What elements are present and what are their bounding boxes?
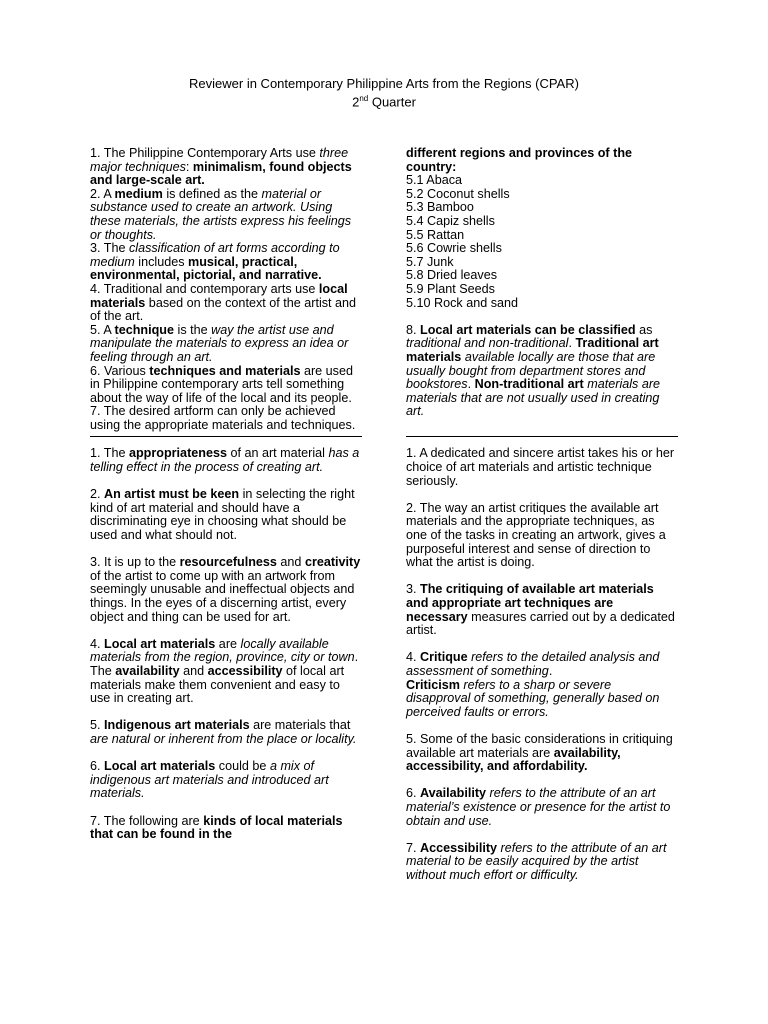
section-divider	[90, 436, 362, 437]
paragraph-spacer	[90, 801, 362, 815]
body-text: 5.7 Junk	[406, 254, 454, 269]
body-text: is defined as the	[162, 186, 262, 201]
paragraph-spacer	[406, 310, 678, 324]
bold-text: Local art materials	[104, 759, 216, 774]
item-number: 7.	[90, 813, 104, 828]
italic-text: refers to the attribute of an art material’s existence or presence for the artist to obtain and use.	[406, 786, 671, 828]
left-column	[90, 147, 362, 842]
para-crit-4b	[406, 679, 678, 720]
bold-text: Traditional art materials	[406, 336, 659, 364]
quarter-number: 2	[352, 94, 360, 110]
body-text: Some of the basic considerations in critiquing available art materials are	[406, 731, 673, 760]
para-mat-3	[90, 556, 362, 624]
body-text: The Philippine Contemporary Arts use	[103, 146, 320, 160]
item-number: 3.	[406, 582, 421, 597]
body-text: .	[467, 377, 475, 392]
italic-text: has a telling effect in the process of creating art.	[90, 446, 360, 475]
italic-text: locally available materials from the region, province, city or town	[90, 636, 355, 665]
bold-text: creativity	[304, 555, 361, 570]
body-text: are	[215, 636, 241, 651]
body-text: and	[276, 555, 305, 570]
item-number: 5.	[406, 731, 421, 746]
paragraph-spacer	[406, 828, 678, 842]
body-text: Traditional and contemporary arts use	[103, 281, 319, 296]
item-number: 2.	[90, 186, 104, 201]
item-number: 1.	[90, 446, 104, 461]
list-item-cowrie	[406, 242, 678, 256]
bold-text: Criticism	[406, 677, 460, 692]
italic-text: are natural or inherent from the place or locality.	[90, 731, 357, 746]
italic-text: traditional and non-traditional	[406, 336, 569, 351]
body-text: is the	[174, 322, 212, 337]
para-mat-7	[90, 815, 362, 842]
bold-text: medium	[114, 186, 163, 201]
body-text: The	[103, 241, 129, 256]
bold-text: Indigenous art materials	[104, 718, 250, 733]
bold-text: Availability	[420, 786, 487, 801]
body-text: .	[548, 663, 553, 678]
list-item-abaca	[406, 174, 678, 188]
item-number: 3.	[90, 241, 104, 256]
italic-text: a mix of indigenous art materials and introduced art materials.	[90, 759, 329, 801]
item-number: 1.	[90, 146, 104, 160]
body-text: based on the context of the artist and of the art.	[90, 295, 357, 324]
item-number: 8.	[406, 322, 421, 337]
bold-text: kinds of local materials that can be found in the	[90, 813, 343, 842]
body-text: 5.10 Rock and sand	[406, 295, 519, 310]
para-crit-5	[406, 733, 678, 774]
bold-text: resourcefulness	[179, 555, 277, 570]
italic-text: material or substance used to create an artwork. Using these materials, the artists express his feelings or thoughts.	[90, 186, 352, 242]
list-item-capiz	[406, 215, 678, 229]
bold-text: appropriateness	[128, 446, 227, 461]
bold-text: local materials	[90, 281, 348, 310]
list-item-plant-seeds	[406, 283, 678, 297]
body-text: A dedicated and sincere artist takes his or her choice of art materials and artistic technique seriously.	[406, 446, 675, 488]
body-text: and	[179, 663, 208, 678]
para-mat-8	[406, 324, 678, 419]
list-item-dried-leaves	[406, 269, 678, 283]
body-text: 5.3 Bamboo	[406, 200, 474, 215]
section-divider	[406, 436, 678, 437]
bold-text: An artist must be keen	[104, 487, 240, 502]
bold-text: techniques and materials	[149, 363, 301, 378]
para-crit-3	[406, 583, 678, 637]
bold-text: Non-traditional art	[474, 377, 584, 392]
item-number: 1.	[406, 446, 420, 461]
body-text: 5.8 Dried leaves	[406, 268, 498, 283]
item-number: 5.	[90, 718, 105, 733]
paragraph-spacer	[90, 747, 362, 761]
paragraph-spacer	[406, 774, 678, 788]
bold-text: The critiquing of available art materials and appropriate art techniques are necessary	[406, 582, 654, 624]
para-mat-4	[90, 638, 362, 706]
para-intro-1	[90, 147, 362, 188]
paragraph-spacer	[406, 419, 678, 433]
bold-text: Local art materials	[104, 636, 216, 651]
italic-text: three major techniques	[90, 146, 349, 174]
para-crit-6	[406, 787, 678, 828]
bold-text: minimalism, found objects and large-scale art.	[90, 159, 352, 188]
item-number: 5.	[90, 322, 104, 337]
paragraph-spacer	[90, 624, 362, 638]
item-number: 2.	[406, 500, 420, 515]
para-mat-7-cont	[406, 147, 678, 174]
para-intro-6	[90, 365, 362, 406]
body-text: 5.4 Capiz shells	[406, 213, 495, 228]
item-number: 4.	[406, 650, 421, 665]
para-crit-2	[406, 502, 678, 570]
para-mat-1	[90, 447, 362, 474]
body-text: 5.2 Coconut shells	[406, 186, 510, 201]
italic-text: refers to a sharp or severe disapproval of something, generally based on perceived faults or errors.	[406, 677, 660, 719]
bold-text: Local art materials can be classified	[420, 322, 636, 337]
item-number: 6.	[406, 786, 421, 801]
bold-text: availability, accessibility, and affordability.	[406, 745, 621, 774]
body-text: are used in Philippine contemporary arts tell something about the way of life of the local and its people.	[90, 363, 353, 405]
body-text: of the artist to come up with an artwork from seemingly unusable and ineffectual objects and things. In the eyes of a discerning artist, every object and thing can be used for art.	[90, 568, 355, 624]
italic-text: classification of art forms according to medium	[90, 241, 340, 269]
paragraph-spacer	[406, 570, 678, 584]
paragraph-spacer	[90, 475, 362, 489]
para-intro-2	[90, 188, 362, 242]
paragraph-spacer	[90, 543, 362, 557]
para-intro-7	[90, 405, 362, 432]
body-text: in selecting the right kind of art material and should have a discriminating eye in choosing what should be used and what should not.	[90, 487, 355, 543]
body-text: The desired artform can only be achieved using the appropriate materials and techniques.	[90, 404, 356, 432]
body-text: The following are	[103, 813, 204, 828]
body-text: 5.5 Rattan	[406, 227, 465, 242]
list-item-rattan	[406, 229, 678, 243]
document-header	[0, 76, 768, 109]
body-text: 5.9 Plant Seeds	[406, 281, 495, 296]
paragraph-spacer	[406, 488, 678, 502]
body-text: The way an artist critiques the available art materials and the appropriate techniques, as one of the tasks in creating an artwork, gives a purposeful interest and sense of direction to what the artist is doing.	[406, 500, 666, 570]
italic-text: available locally are those that are usually bought from department stores and bookstores	[406, 349, 656, 392]
bold-text: availability	[115, 663, 180, 678]
bold-text: accessibility	[207, 663, 283, 678]
body-text: 5.1 Abaca	[406, 173, 463, 188]
paragraph-spacer	[406, 638, 678, 652]
body-text: .	[568, 336, 576, 351]
item-number: 4.	[90, 281, 104, 296]
para-intro-5	[90, 324, 362, 365]
right-column	[406, 147, 678, 882]
para-mat-2	[90, 488, 362, 542]
para-crit-7	[406, 842, 678, 883]
body-text: Various	[104, 363, 150, 378]
item-number: 4.	[90, 636, 105, 651]
italic-text: materials are materials that are not usually used in creating art.	[406, 377, 661, 419]
para-intro-4	[90, 283, 362, 324]
document-title: Reviewer in Contemporary Philippine Arts from the Regions (CPAR)	[189, 76, 579, 91]
list-item-rock-sand	[406, 297, 678, 311]
body-text: The	[103, 446, 129, 461]
bold-text: different regions and provinces of the country:	[406, 146, 633, 174]
para-crit-4	[406, 651, 678, 678]
item-number: 7.	[406, 840, 421, 855]
item-number: 6.	[90, 759, 105, 774]
body-text: A	[103, 322, 115, 337]
body-text: of local art materials make them convenient and easy to use in creating art.	[90, 663, 345, 706]
italic-text: way the artist use and manipulate the materials to express an idea or feeling through an art.	[90, 322, 349, 364]
body-text: 5.6 Cowrie shells	[406, 241, 502, 256]
bold-text: Accessibility	[420, 840, 498, 855]
paragraph-spacer	[90, 706, 362, 720]
body-text: are materials that	[249, 718, 351, 733]
list-item-junk	[406, 256, 678, 270]
body-text: :	[185, 159, 193, 174]
para-mat-6	[90, 760, 362, 801]
bold-text: Critique	[420, 650, 468, 665]
list-item-bamboo	[406, 201, 678, 215]
list-item-coconut	[406, 188, 678, 202]
bold-text: technique	[114, 322, 175, 337]
italic-text: refers to the detailed analysis and assessment of something	[406, 650, 660, 678]
body-text: It is up to the	[104, 555, 180, 570]
para-intro-3	[90, 242, 362, 283]
body-text: measures carried out by a dedicated artist.	[406, 609, 675, 638]
para-mat-5	[90, 719, 362, 746]
body-text: as	[635, 322, 653, 337]
paragraph-spacer	[406, 719, 678, 733]
body-text: A	[103, 186, 115, 201]
item-number: 3.	[90, 555, 105, 570]
para-crit-1	[406, 447, 678, 488]
body-text: could be	[215, 759, 270, 774]
item-number: 7.	[90, 404, 104, 419]
italic-text: refers to the attribute of an art material to be easily acquired by the artist without much effort or difficulty.	[406, 840, 667, 882]
body-text: of an art material	[226, 446, 329, 461]
quarter-ordinal-suffix: nd	[359, 94, 369, 103]
document-quarter	[0, 91, 768, 109]
item-number: 6.	[90, 363, 105, 378]
body-text: includes	[134, 254, 189, 269]
item-number: 2.	[90, 487, 105, 502]
body-text: . The	[90, 650, 359, 678]
bold-text: musical, practical, environmental, pictorial, and narrative.	[90, 254, 322, 283]
quarter-word: Quarter	[368, 94, 416, 110]
